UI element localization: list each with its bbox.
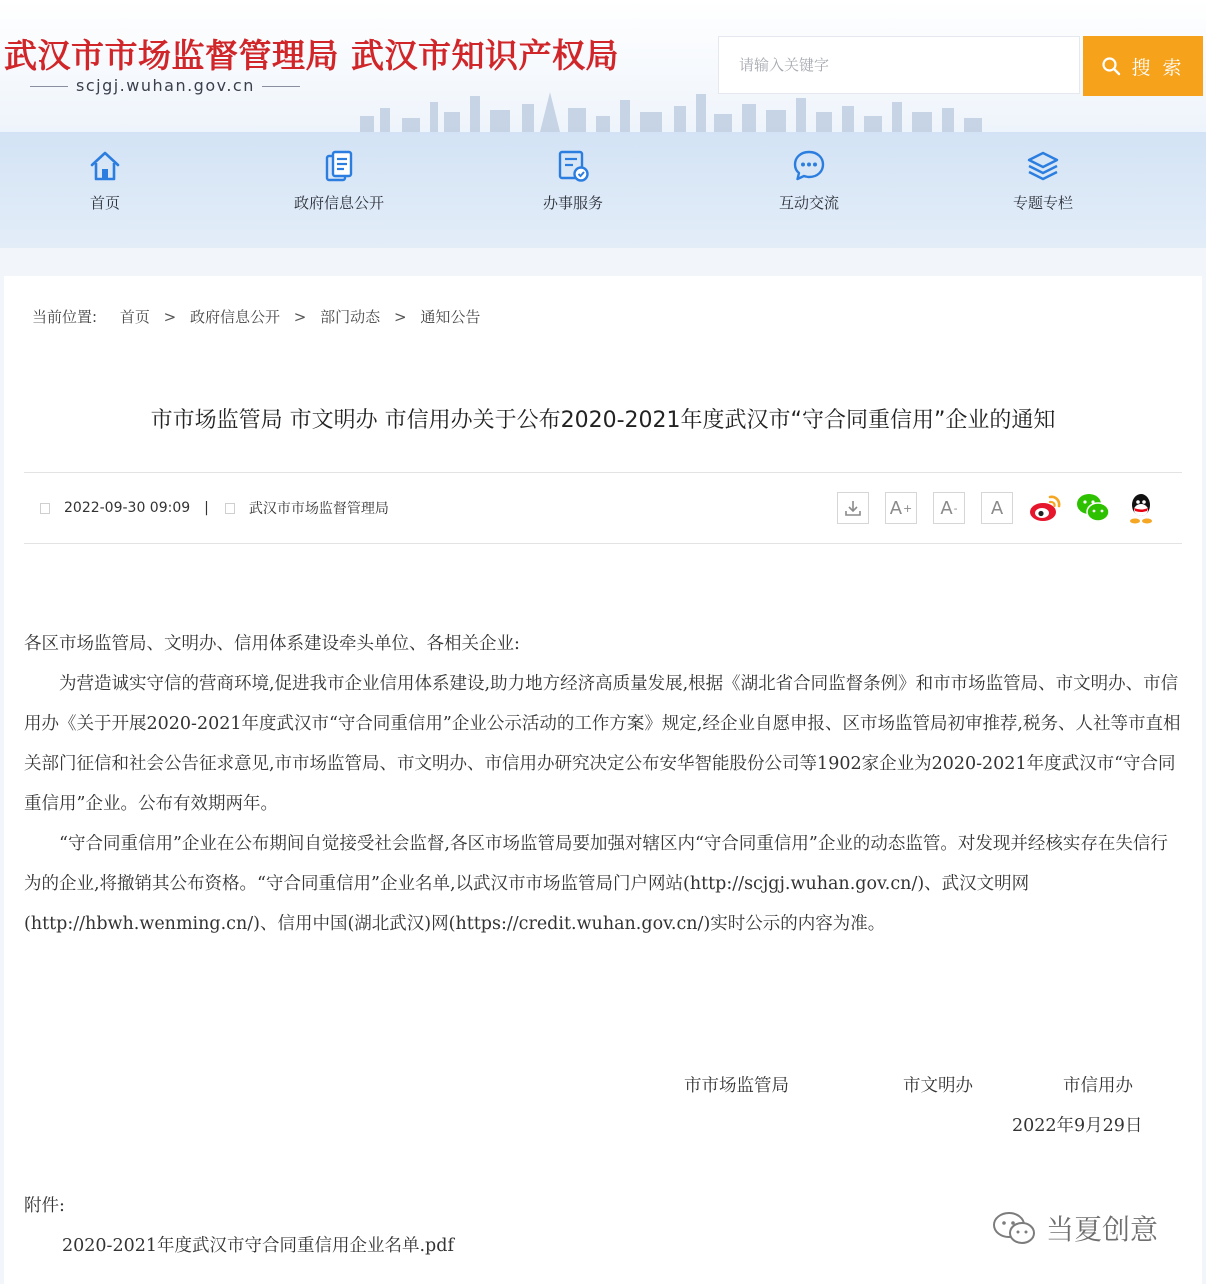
body-paragraph: 为营造诚实守信的营商环境,促进我市企业信用体系建设,助力地方经济高质量发展,根据《湖北省合同监督条例》和市市场监管局、市文明办、市信用办《关于开展2020-2021年度武汉市“守合同重信用”企业公示活动的工作方案》规定,经企业自愿申报、区市场监管局初审推荐,税务、人社等市直相关部门征信和社会公告征求意见,市市场监管局、市文明办、市信用办研究决定公布安华智能股份公司等1902家企业为2020-2021年度武汉市“守合同重信用”企业。公布有效期两年。 <box>24 674 1181 814</box>
watermark <box>990 1208 1158 1248</box>
breadcrumb-dept-news[interactable]: 部门动态 <box>320 308 381 326</box>
article-title: 市市场监管局 市文明办 市信用办关于公布2020-2021年度武汉市“守合同重信用”企业的通知 <box>150 408 1056 433</box>
font-smaller-label: A <box>940 497 953 519</box>
search-button[interactable] <box>1083 36 1203 96</box>
search-icon <box>1101 56 1121 76</box>
nav-label: 首页 <box>89 194 120 212</box>
wechat-watermark-icon <box>990 1210 1038 1246</box>
calendar-icon <box>40 503 50 514</box>
font-smaller-button[interactable] <box>933 492 965 524</box>
nav-item-topics[interactable] <box>968 132 1118 248</box>
search-box <box>718 36 1080 94</box>
signature-civilization-office: 市文明办 <box>903 1076 973 1096</box>
home-icon <box>87 148 123 184</box>
breadcrumb-notices[interactable]: 通知公告 <box>420 308 481 326</box>
attachment-link[interactable]: 2020-2021年度武汉市守合同重信用企业名单.pdf <box>62 1236 454 1256</box>
site-url-row <box>30 76 300 96</box>
url-divider-right <box>262 86 300 87</box>
sign-date: 2022年9月29日 <box>1012 1116 1143 1136</box>
source-icon <box>225 503 235 514</box>
body-paragraph: “守合同重信用”企业在公布期间自觉接受社会监督,各区市场监管局要加强对辖区内“守合同重信用”企业的动态监管。对发现并经核实存在失信行为的企业,将撤销其公布资格。“守合同重信用”企业名单,以武汉市市场监管局门户网站(http://scjgj.wuhan.gov.cn/)、武汉文明网(http://hbwh.wenming.cn/)、信用中国(湖北武汉)网(https://credit.wuhan.gov.cn/)实时公示的内容为准。 <box>24 834 1168 934</box>
nav-label: 互动交流 <box>778 194 839 212</box>
divider-top <box>24 472 1182 473</box>
download-icon <box>844 499 862 517</box>
site-url[interactable]: scjgj.wuhan.gov.cn <box>76 76 255 95</box>
service-icon <box>555 148 591 184</box>
breadcrumb-gov-info[interactable]: 政府信息公开 <box>190 308 281 326</box>
layers-icon <box>1025 148 1061 184</box>
download-button[interactable] <box>837 492 869 524</box>
weibo-icon[interactable] <box>1027 490 1063 526</box>
city-skyline-decoration <box>340 88 1000 132</box>
attachment-label: 附件: <box>24 1196 65 1216</box>
watermark-text: 当夏创意 <box>1046 1213 1159 1246</box>
nav-label: 政府信息公开 <box>293 194 384 212</box>
minus-sign: - <box>953 501 958 515</box>
divider-bottom <box>24 543 1182 544</box>
font-reset-label: A <box>990 497 1004 519</box>
nav-item-services[interactable] <box>498 132 648 248</box>
article-meta <box>40 498 389 518</box>
article-date: 2022-09-30 09:09 <box>64 500 191 516</box>
article-source: 武汉市市场监督管理局 <box>248 501 389 517</box>
site-header <box>0 0 1206 132</box>
font-larger-button[interactable] <box>885 492 917 524</box>
search-button-label: 搜 索 <box>1131 56 1185 79</box>
salutation: 各区市场监管局、文明办、信用体系建设牵头单位、各相关企业: <box>24 634 520 654</box>
nav-item-gov-info[interactable] <box>264 132 414 248</box>
wechat-icon[interactable] <box>1075 490 1111 526</box>
qq-icon[interactable] <box>1123 490 1159 526</box>
signature-credit-office: 市信用办 <box>1063 1076 1133 1096</box>
url-divider-left <box>30 86 68 87</box>
breadcrumb-separator: > <box>163 308 177 326</box>
breadcrumb-home[interactable]: 首页 <box>119 308 150 326</box>
nav-label: 专题专栏 <box>1012 194 1073 212</box>
font-reset-button[interactable] <box>981 492 1013 524</box>
site-title[interactable]: 武汉市市场监督管理局 武汉市知识产权局 <box>4 36 619 75</box>
breadcrumb-separator: > <box>393 308 407 326</box>
chat-icon <box>791 148 827 184</box>
nav-label: 办事服务 <box>542 194 603 212</box>
plus-sign: + <box>903 501 913 515</box>
breadcrumb-prefix: 当前位置: <box>32 308 98 326</box>
breadcrumb-separator: > <box>293 308 307 326</box>
breadcrumb <box>32 306 480 327</box>
meta-separator: | <box>204 500 209 516</box>
nav-item-interaction[interactable] <box>734 132 884 248</box>
document-icon <box>321 148 357 184</box>
main-nav <box>0 132 1206 248</box>
nav-item-home[interactable] <box>30 132 180 248</box>
signature-market-bureau: 市市场监管局 <box>684 1076 789 1096</box>
font-larger-label: A <box>889 497 903 519</box>
search-input[interactable] <box>719 37 1079 93</box>
